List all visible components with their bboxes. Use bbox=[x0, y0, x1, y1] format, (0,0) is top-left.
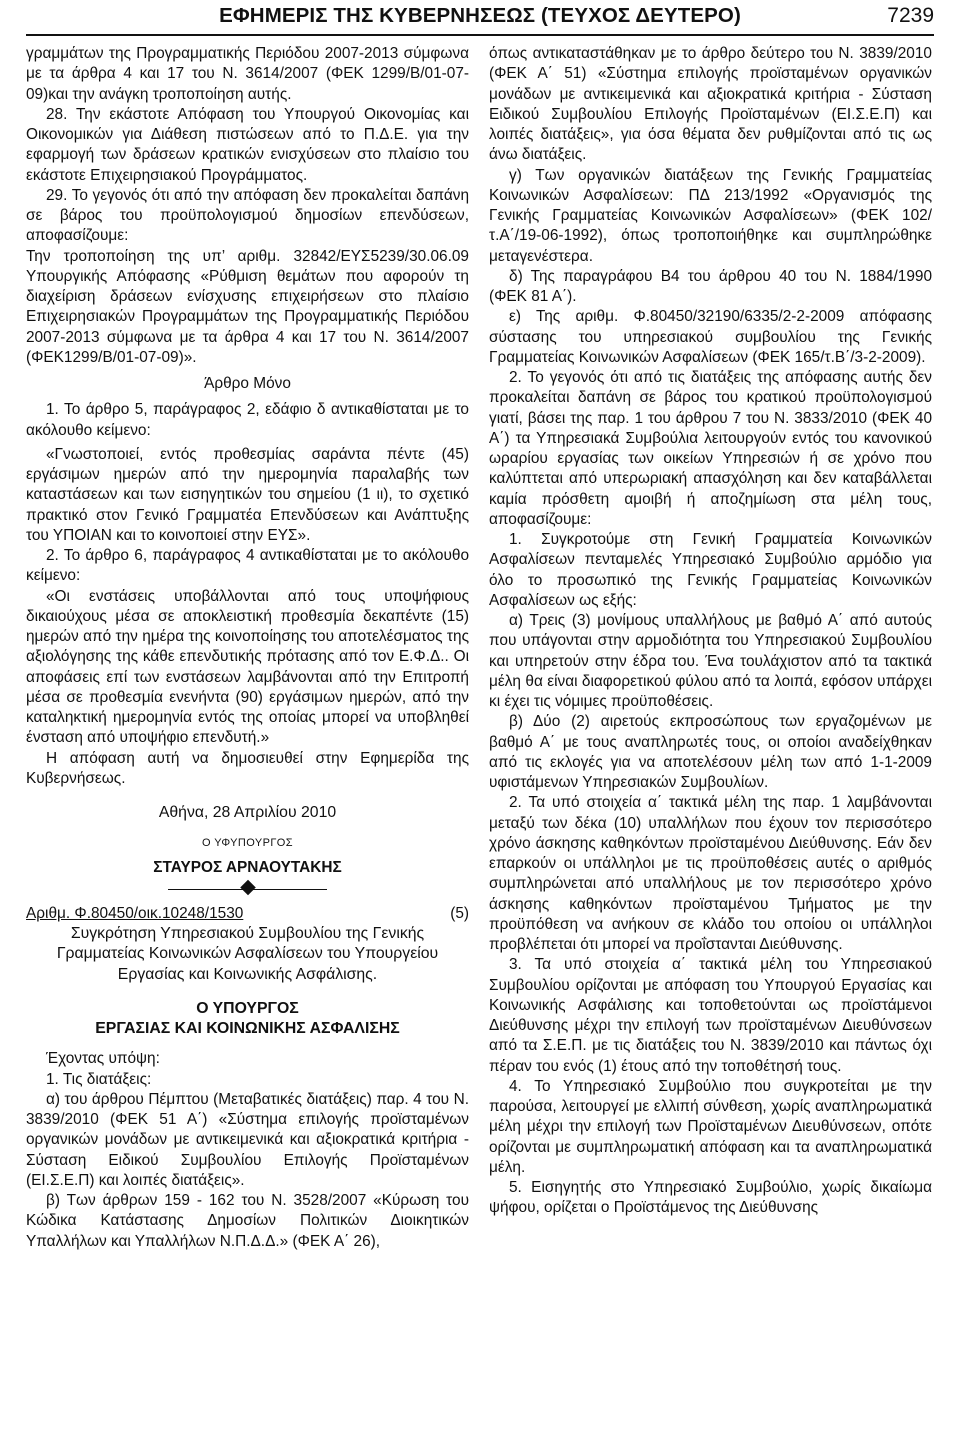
having-regard: Έχοντας υπόψη: bbox=[46, 1050, 160, 1068]
paragraph: Την τροποποίηση της υπ’ αριθμ. 32842/ΕΥΣ5239/30.06.09 Υπουργικής Απόφασης «Ρύθμιση θεμάτων που αφορούν τη διαχείριση δράσεων ενίσχυσης επιχειρήσεων στο πλαίσιο Επιχειρησιακών Προγραμμάτων της Προγραμματικής Περιόδου 2007-2013 σύμφωνα με τα άρθρα 4 και 17 του Ν. 3614/2007 (ΦΕΚ1299/Β/01-07-09)». bbox=[26, 247, 469, 366]
decision-title: Συγκρότηση Υπηρεσιακού Συμβουλίου της Γενικής Γραμματείας Κοινωνικών Ασφαλίσεων του Υπουργείου Εργασίας και Κοινωνικής Ασφάλισης. bbox=[56, 925, 439, 983]
page-number: 7239 bbox=[887, 4, 934, 27]
paragraph: δ) Της παραγράφου Β4 του άρθρου 40 του Ν. 1884/1990 (ΦΕΚ 81 Α΄). bbox=[489, 267, 932, 305]
paragraph: 5. Εισηγητής στο Υπηρεσιακό Συμβούλιο, χωρίς δικαίωμα ψήφου, ορίζεται ο Προϊστάμενος της Διεύθυνσης bbox=[489, 1179, 932, 1217]
paragraph: ε) Της αριθμ. Φ.80450/32190/6335/2-2-2009 απόφασης σύστασης του υπηρεσιακού συμβουλίου της Γενικής Γραμματείας Κοινωνικών Ασφαλίσεων (ΦΕΚ 165/τ.Β΄/3-2-2009). bbox=[489, 308, 932, 366]
paragraph: 1. Συγκροτούμε στη Γενική Γραμματεία Κοινωνικών Ασφαλίσεων πενταμελές Υπηρεσιακό Συμβούλιο αρμόδιο για όλο το προσωπικό της Γενικής Γραμματείας Κοινωνικών Ασφαλίσεων ως εξής: bbox=[489, 531, 932, 609]
diamond-icon bbox=[240, 879, 256, 895]
paragraph: β) Των άρθρων 159 - 162 του Ν. 3528/2007 «Κύρωση του Κώδικα Κατάστασης Δημοσίων Πολιτικών Διοικητικών Υπαλλήλων και Υπαλλήλων Ν.Π.Δ.Δ.» (ΦΕΚ Α΄ 26), bbox=[26, 1192, 469, 1250]
paragraph: 28. Την εκάστοτε Απόφαση του Υπουργού Οικονομίας και Οικονομικών για Διάθεση πιστώσεων από το Π.Δ.Ε. για την εφαρμογή των δράσεων κρατικών ενισχύσεων στο πλαίσιο του εκάστοτε Επιχειρησιακού Προγράμματος. bbox=[26, 105, 469, 184]
paragraph: α) του άρθρου Πέμπτου (Μεταβατικές διατάξεις) παρ. 4 του Ν. 3839/2010 (ΦΕΚ 51 Α΄) «Σύστημα επιλογής προϊσταμένων οργανικών μονάδων με αντικειμενικά και αξιοκρατικά κριτήρια - Σύσταση Ειδικού Συμβουλίου Επιλογής Προϊσταμένων (ΕΙ.Σ.Ε.Π) και λοιπές διατάξεις». bbox=[26, 1090, 469, 1189]
ministry-name: ΕΡΓΑΣΙΑΣ ΚΑΙ ΚΟΙΝΩΝΙΚΗΣ ΑΣΦΑΛΙΣΗΣ bbox=[95, 1020, 400, 1037]
reference-number: Αριθμ. Φ.80450/οικ.10248/1530 bbox=[26, 904, 244, 922]
paragraph: 2. Το άρθρο 6, παράγραφος 4 αντικαθίσταται με το ακόλουθο κείμενο: bbox=[26, 547, 469, 585]
paragraph: 4. Το Υπηρεσιακό Συμβούλιο που συγκροτείται με την παρούσα, λειτουργεί με ελλιπή σύνθεση, χωρίς αναπληρωματικά μέλη μέχρι την επιλογή των Προϊσταμένων Διευθύνσεων, οπότε ορίζονται με συμπληρωματική απόφαση και τα αναπληρωματικά μέλη. bbox=[489, 1077, 932, 1176]
article-title: Άρθρο Μόνο bbox=[204, 375, 291, 392]
gazette-title: ΕΦΗΜΕΡΙΣ ΤΗΣ ΚΥΒΕΡΝΗΣΕΩΣ (ΤΕΥΧΟΣ ΔΕΥΤΕΡΟ) bbox=[219, 4, 741, 27]
signatory-role: Ο ΥΦΥΠΟΥΡΓΟΣ bbox=[202, 837, 293, 850]
paragraph: 2. Το γεγονός ότι από τις διατάξεις της απόφασης αυτής δεν προκαλείται δαπάνη σε βάρος του κρατικού προϋπολογισμού γιατί, βάσει της παρ. 1 του άρθρου 7 του Ν. 3833/2010 (ΦΕΚ 40 Α΄) τα Υπηρεσιακά Συμβούλια λειτουργούν εντός του κανονικού ωραρίου εργασίας των οικείων Υπηρεσιών ή σε χρόνο που καλύπτεται από υπερωριακή απασχόληση και δεν καταβάλλεται καμία πρόσθετη αμοιβή ή αποζημίωση στα μέλη τους, αποφασίζουμε: bbox=[489, 369, 932, 528]
place-date: Αθήνα, 28 Απριλίου 2010 bbox=[158, 804, 337, 821]
minister-heading: Ο ΥΠΟΥΡΓΟΣ bbox=[196, 999, 299, 1017]
paragraph: 2. Τα υπό στοιχεία α΄ τακτικά μέλη της παρ. 1 λαμβάνονται μεταξύ των δέκα (10) υπαλλήλων που έχουν τον περισσότερο χρόνο άσκησης καθηκόντων προϊσταμένου Διεύθυνσης. Εάν δεν επαρκούν οι υπάλληλοι με τις προϋποθέσεις αυτές ο αριθμός συμπληρώνεται από υπαλλήλους με τον περισσότερο χρόνο άσκησης καθηκόντων προϊσταμένου Τμήματος με την προϋπόθεση να ανήκουν σε κλάδο του οποίου οι υπάλληλοι προβλέπεται ότι μπορεί να προΐστανται Διεύθυνσης. bbox=[489, 794, 932, 953]
paragraph: 29. Το γεγονός ότι από την απόφαση δεν προκαλείται δαπάνη σε βάρος του προϋπολογισμού δημοσίων επενδύσεων, αποφασίζουμε: bbox=[26, 186, 469, 245]
right-column bbox=[489, 44, 932, 1219]
reference-sequence: (5) bbox=[450, 904, 469, 922]
paragraph: γ) Των οργανικών διατάξεων της Γενικής Γραμματείας Κοινωνικών Ασφαλίσεων: ΠΔ 213/1992 «Οργανισμός της Γενικής Γραμματείας Κοινωνικών Ασφαλίσεων» (ΦΕΚ 102/τ.Α΄/19-06-1992), όπως τροποποιήθηκε και συμπληρώθηκε μεταγενέστερα. bbox=[489, 166, 932, 265]
paragraph: «Οι ενστάσεις υποβάλλονται από τους υποψήφιους δικαιούχους μέσα σε αποκλειστική προθεσμία δεκαπέντε (15) ημερών από την ημέρα της κοινοποίησης του αποτελέσματος της αξιολόγησης της κάθε επενδυτικής πρότασης από τον Ε.Φ.Δ.. Οι αποφάσεις επί των ενστάσεων λαμβάνονται από την Επιτροπή μέσα σε προθεσμία ενενήντα (90) εργάσιμων ημερών, από την καταληκτική ημερομηνία εντός της οποίας μπορεί να υποβληθεί ένσταση από υποψήφιο επενδυτή.» bbox=[26, 587, 469, 747]
paragraph: α) Τρεις (3) μονίμους υπαλλήλους με βαθμό Α΄ από αυτούς που υπάγονται στην αρμοδιότητα του Υπηρεσιακού Συμβουλίου και υπηρετούν στην έδρα του. Ένα τουλάχιστον από τα τακτικά μέλη θα είναι διαφορετικού φύλου από τα λοιπά, εφόσον υπάρχει κι έχει τις νόμιμες προϋποθέσεις. bbox=[489, 612, 932, 710]
paragraph: 1. Το άρθρο 5, παράγραφος 2, εδάφιο δ αντικαθίσταται με το ακόλουθο κείμενο: bbox=[26, 401, 469, 439]
page-header bbox=[26, 2, 934, 36]
paragraph: Η απόφαση αυτή να δημοσιευθεί στην Εφημερίδα της Κυβερνήσεως. bbox=[26, 749, 469, 787]
paragraph: γραμμάτων της Προγραμματικής Περιόδου 2007-2013 σύμφωνα με τα άρθρα 4 και 17 του Ν. 3614/2007 (ΦΕΚ 1299/Β/01-07-09)και την ανάγκη τροποποίηση αυτής. bbox=[26, 45, 469, 103]
left-column bbox=[26, 44, 469, 1252]
paragraph: 3. Τα υπό στοιχεία α΄ τακτικά μέλη του Υπηρεσιακού Συμβουλίου ορίζονται με απόφαση του Υπουργού Εργασίας και Κοινωνικής Ασφάλισης και τοποθετούνται ως προϊστάμενοι Διεύθυνσης μέχρι την επιλογή των προϊσταμένων Διευθύνσεων από τα Σ.Ε.Π. με τις διατάξεις του Ν. 3839/2010 και πάντως όχι πέραν του ενός (1) έτους από την τοποθέτησή τους. bbox=[489, 956, 932, 1075]
section-separator bbox=[26, 878, 469, 904]
paragraph: «Γνωστοποιεί, εντός προθεσμίας σαράντα πέντε (45) εργάσιμων ημερών από την ημερομηνία παραλαβής των καταστάσεων και των εισηγητικών του σημείου (1 ιι), το σχετικό πρακτικό στον Γενικό Γραμματέα Επενδύσεων και Ανάπτυξης του ΥΠΟΙΑΝ και το κοινοποιεί στην ΕΥΣ». bbox=[26, 445, 469, 544]
paragraph: 1. Τις διατάξεις: bbox=[46, 1070, 152, 1088]
paragraph: όπως αντικαταστάθηκαν με το άρθρο δεύτερο του Ν. 3839/2010 (ΦΕΚ Α΄ 51) «Σύστημα επιλογής προϊσταμένων οργανικών μονάδων με αντικειμενικά και αξιοκρατικά κριτήρια - Σύσταση Ειδικού Συμβουλίου Επιλογής Προϊσταμένων (ΕΙ.Σ.Ε.Π) και λοιπές διατάξεις», για όσα θέματα δεν ρυθμίζονται από τις ως άνω διατάξεις. bbox=[489, 45, 932, 164]
paragraph: β) Δύο (2) αιρετούς εκπροσώπους των εργαζομένων με βαθμό Α΄ με τους αναπληρωτές τους, οι οποίοι αναδείχθηκαν από τις εκλογές για να αποτελέσουν μέλη των από 1-1-2009 υφιστάμενων Υπηρεσιακών Συμβουλίων. bbox=[489, 713, 932, 791]
signatory-name: ΣΤΑΥΡΟΣ ΑΡΝΑΟΥΤΑΚΗΣ bbox=[153, 858, 342, 876]
decision-reference bbox=[26, 904, 469, 924]
